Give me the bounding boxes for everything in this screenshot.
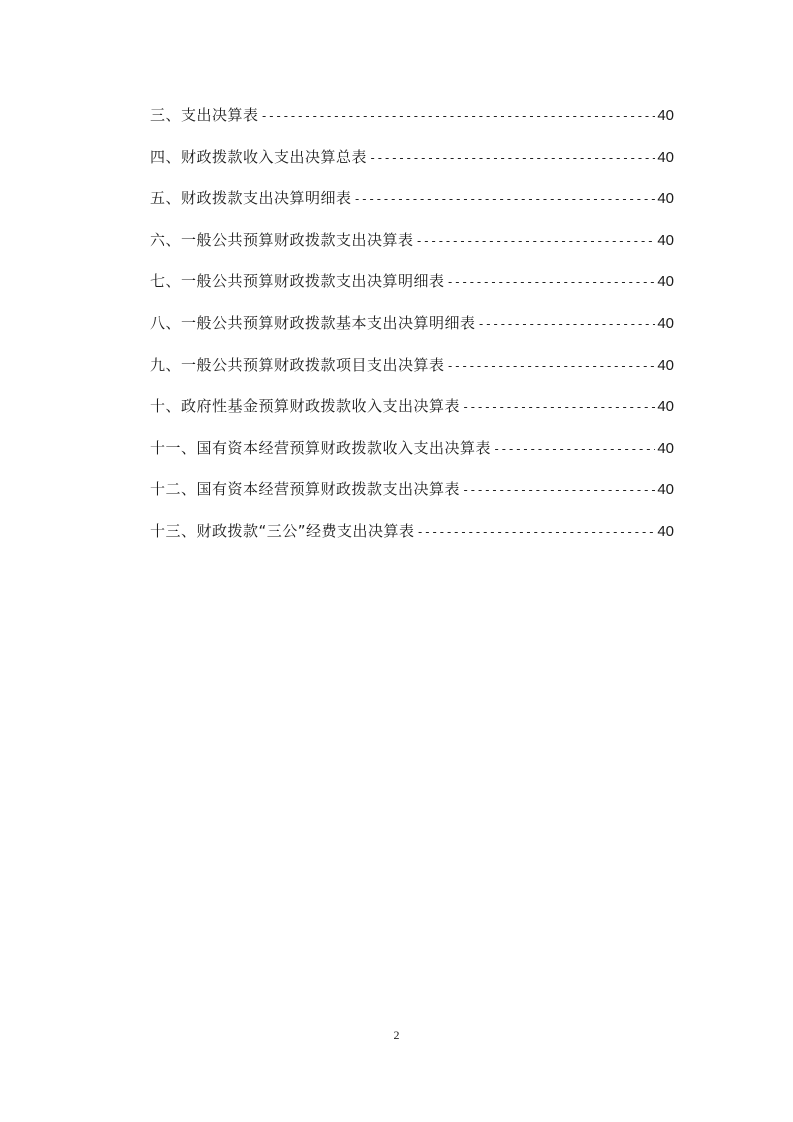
toc-entry-page: 40 [657,522,674,540]
toc-dot-leader [447,275,656,289]
page-number: 2 [393,1028,400,1042]
toc-entry-title: 五、财政拨款支出决算明细表 [150,189,352,208]
toc-entry-title: 七、一般公共预算财政拨款支出决算明细表 [150,272,445,291]
toc-dot-leader [493,442,655,456]
toc-entry-page: 40 [657,231,674,249]
toc-dot-leader [478,317,656,331]
toc-dot-leader [369,151,655,165]
table-of-contents [150,104,674,562]
toc-entry-page: 40 [657,273,674,291]
toc-entry-title: 八、一般公共预算财政拨款基本支出决算明细表 [150,313,476,332]
toc-entry[interactable] [150,270,674,312]
toc-entry[interactable] [150,437,674,479]
toc-dot-leader [462,400,655,414]
toc-entry-page: 40 [657,481,674,499]
toc-entry[interactable] [150,520,674,562]
toc-entry-title: 六、一般公共预算财政拨款支出决算表 [150,230,414,249]
toc-entry-page: 40 [657,148,674,166]
toc-entry-title: 十二、国有资本经营预算财政拨款支出决算表 [150,480,461,499]
toc-entry-page: 40 [657,190,674,208]
toc-entry-title: 十三、财政拨款“三公”经费支出决算表 [150,521,415,540]
toc-entry[interactable] [150,395,674,437]
toc-entry-title: 九、一般公共预算财政拨款项目支出决算表 [150,355,445,374]
toc-entry[interactable] [150,312,674,354]
toc-entry[interactable] [150,354,674,396]
toc-entry[interactable] [150,146,674,188]
toc-entry-page: 40 [657,356,674,374]
toc-entry-page: 40 [657,398,674,416]
toc-entry-title: 三、支出决算表 [150,106,259,124]
toc-dot-leader [462,483,655,497]
toc-entry[interactable] [150,478,674,520]
toc-entry-title: 十一、国有资本经营预算财政拨款收入支出决算表 [150,438,492,457]
toc-dot-leader [417,525,656,539]
toc-entry-title: 四、财政拨款收入支出决算总表 [150,147,368,166]
toc-entry-page: 40 [657,107,674,124]
toc-entry[interactable] [150,187,674,229]
toc-entry-page: 40 [657,439,674,457]
toc-entry[interactable] [150,104,674,146]
toc-entry-page: 40 [657,314,674,332]
toc-dot-leader [261,109,656,123]
toc-dot-leader [354,192,656,206]
toc-entry-title: 十、政府性基金预算财政拨款收入支出决算表 [150,397,461,416]
toc-dot-leader [447,359,656,373]
toc-entry[interactable] [150,229,674,271]
toc-dot-leader [416,234,656,248]
